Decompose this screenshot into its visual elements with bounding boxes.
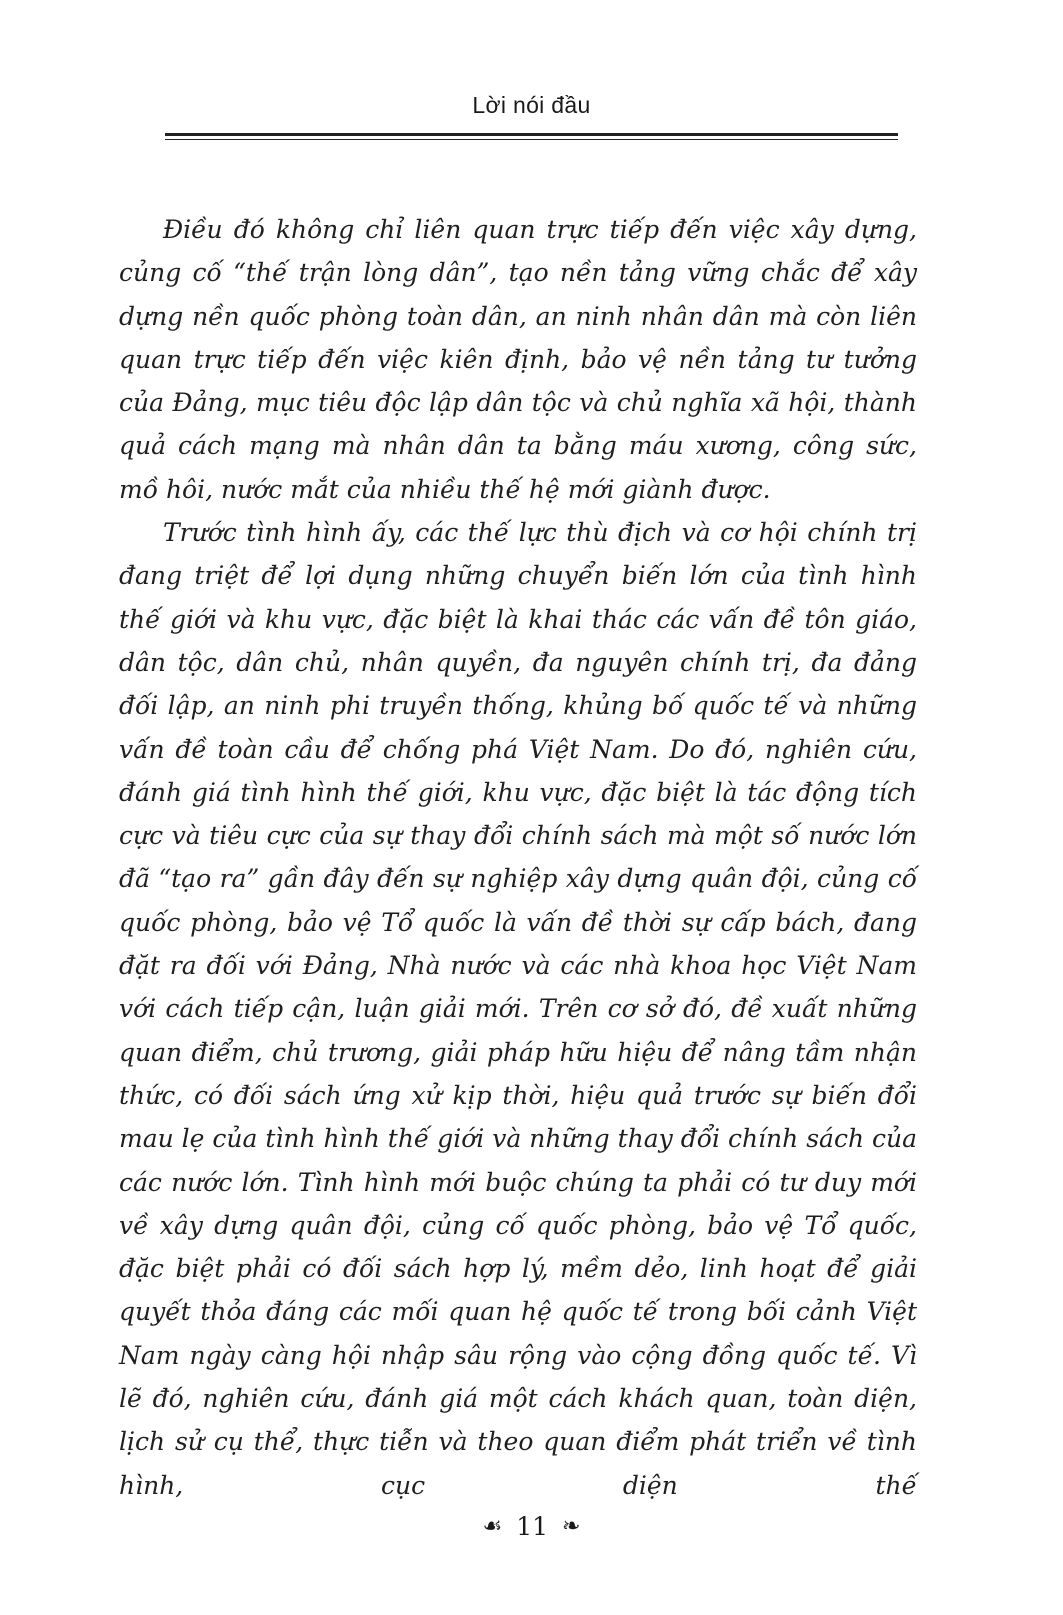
text-line: dân tộc và chủ nghĩa xã hội, thành quả cách mạng mà nhân dân ta	[119, 388, 917, 461]
text-line: hoạt để giải quyết thỏa đáng các mối quan hệ quốc tế trong bối cảnh	[119, 1254, 918, 1327]
text-line: bằng máu xương, công sức, mồ hôi, nước mắt của nhiều thế hệ mới	[119, 431, 917, 504]
text-line: Điều đó không chỉ liên quan trực tiếp đến việc xây dựng, củng cố	[119, 215, 917, 288]
text-line: tiếp cận, luận giải mới. Trên cơ sở đó, đề xuất những quan điểm, chủ	[119, 994, 917, 1067]
text-line: phòng, bảo vệ Tổ quốc, đặc biệt phải có đối sách hợp lý, mềm dẻo, linh	[119, 1210, 917, 1284]
text-line: quyền, đa nguyên chính trị, đa đảng đối lập, an ninh phi truyền	[119, 647, 917, 721]
text-line: chúng ta phải có tư duy mới về xây dựng quân đội, củng cố quốc	[119, 1167, 917, 1240]
paragraph-1	[119, 208, 917, 511]
text-line: việc kiên định, bảo vệ nền tảng tư tưởng của Đảng, mục tiêu độc lập	[119, 344, 917, 418]
running-header-title: Lời nói đầu	[472, 92, 591, 118]
ornament-right-icon: ❧	[562, 1514, 581, 1539]
text-line: và những thay đổi chính sách của các nước lớn. Tình hình mới buộc	[119, 1124, 917, 1197]
text-line: vực, đặc biệt là khai thác các vấn đề tôn giáo, dân tộc, dân chủ, nhân	[119, 604, 918, 677]
header-rule-thin	[165, 139, 898, 140]
header-rule-thick	[165, 133, 898, 136]
text-line: thể, thực tiễn và theo quan điểm phát triển về tình hình, cục diện thế	[119, 1427, 917, 1500]
text-line: phòng toàn dân, an ninh nhân dân mà còn liên quan trực tiếp đến	[119, 301, 917, 374]
text-line: củng cố quốc phòng, bảo vệ Tổ quốc là vấn đề thời sự cấp bách, đang	[119, 864, 918, 937]
text-line: đó, nghiên cứu, đánh giá một cách khách quan, toàn diện, lịch sử cụ	[119, 1384, 917, 1457]
page-footer	[0, 1512, 1063, 1541]
text-line: số nước lớn đã “tạo ra” gần đây đến sự nghiệp xây dựng quân đội,	[119, 821, 917, 894]
body-text	[119, 208, 917, 1507]
paragraph-2	[119, 511, 917, 1507]
text-line: trương, giải pháp hữu hiệu để nâng tầm nhận thức, có đối sách ứng	[119, 1037, 917, 1110]
ornament-left-icon: ☙	[482, 1514, 503, 1539]
text-line: Nam. Do đó, nghiên cứu, đánh giá tình hình thế giới, khu vực, đặc	[119, 734, 917, 807]
text-line: “thế trận lòng dân”, tạo nền tảng vững chắc để xây dựng nền quốc	[119, 258, 917, 331]
text-line: xử kịp thời, hiệu quả trước sự biến đổi mau lẹ của tình hình thế giới	[119, 1080, 917, 1154]
page-number: 11	[516, 1512, 549, 1541]
text-line: giành được.	[622, 474, 771, 504]
text-line: thống, khủng bố quốc tế và những vấn đề toàn cầu để chống phá Việt	[119, 691, 917, 764]
text-line: Trước tình hình ấy, các thế lực thù địch và cơ hội chính trị đang	[119, 518, 917, 591]
text-line: đặt ra đối với Đảng, Nhà nước và các nhà khoa học Việt Nam với cách	[119, 951, 917, 1024]
text-line: triệt để lợi dụng những chuyển biến lớn của tình hình thế giới và khu	[119, 561, 917, 634]
text-line: biệt là tác động tích cực và tiêu cực của sự thay đổi chính sách mà một	[119, 777, 917, 851]
text-line: Việt Nam ngày càng hội nhập sâu rộng vào cộng đồng quốc tế. Vì lẽ	[119, 1297, 918, 1414]
